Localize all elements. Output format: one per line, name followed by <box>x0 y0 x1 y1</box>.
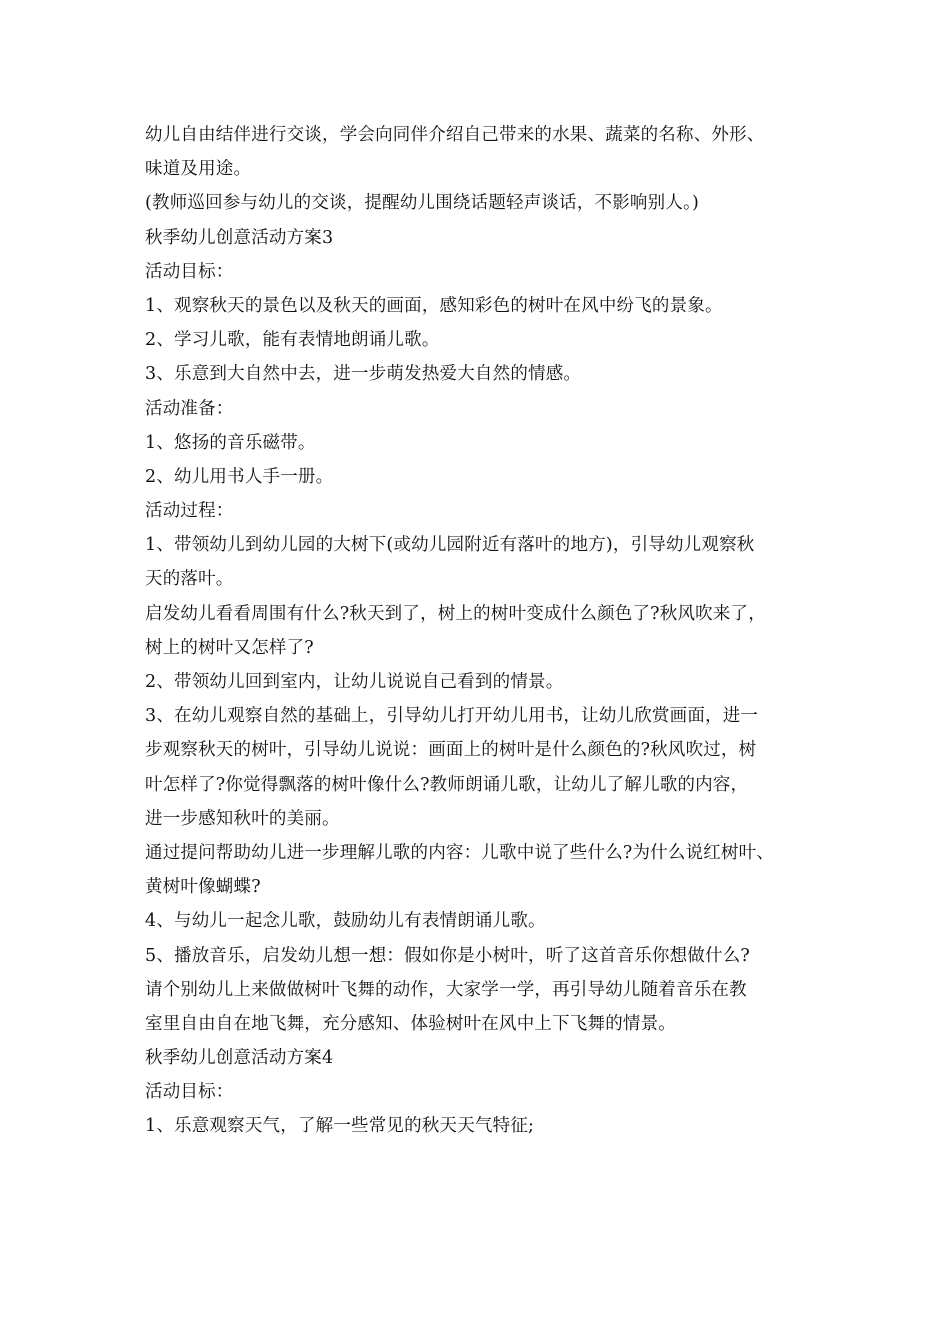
list-item: 3、在幼儿观察自然的基础上，引导幼儿打开幼儿用书，让幼儿欣赏画面，进一 <box>145 706 759 727</box>
section-heading: 秋季幼儿创意活动方案4 <box>145 1048 334 1069</box>
list-item: 1、观察秋天的景色以及秋天的画面，感知彩色的树叶在风中纷飞的景象。 <box>145 295 723 316</box>
list-item: 1、带领幼儿到幼儿园的大树下(或幼儿园附近有落叶的地方)，引导幼儿观察秋 <box>145 535 755 556</box>
paragraph-line: 通过提问帮助幼儿进一步理解儿歌的内容：儿歌中说了些什么?为什么说红树叶、 <box>145 842 775 863</box>
list-item: 4、与幼儿一起念儿歌，鼓励幼儿有表情朗诵儿歌。 <box>145 911 546 932</box>
subheading-preparation: 活动准备： <box>145 398 234 419</box>
list-item: 2、学习儿歌，能有表情地朗诵儿歌。 <box>145 330 440 351</box>
paragraph-line: 黄树叶像蝴蝶? <box>145 877 261 898</box>
paragraph-line: 进一步感知秋叶的美丽。 <box>145 808 340 829</box>
list-item: 1、乐意观察天气，了解一些常见的秋天天气特征; <box>145 1116 535 1137</box>
paragraph-line: 请个别幼儿上来做做树叶飞舞的动作，大家学一学，再引导幼儿随着音乐在教 <box>145 979 747 1000</box>
list-item: 2、带领幼儿回到室内，让幼儿说说自己看到的情景。 <box>145 672 564 692</box>
subheading-goals: 活动目标： <box>145 1082 234 1103</box>
subheading-goals: 活动目标： <box>145 261 234 282</box>
section-heading: 秋季幼儿创意活动方案3 <box>145 227 334 248</box>
paragraph-line: 天的落叶。 <box>145 569 234 590</box>
paragraph-line: 启发幼儿看看周围有什么?秋天到了，树上的树叶变成什么颜色了?秋风吹来了， <box>145 603 766 624</box>
list-item: 1、悠扬的音乐磁带。 <box>145 432 316 453</box>
list-item: 5、播放音乐，启发幼儿想一想：假如你是小树叶，听了这首音乐你想做什么? <box>145 945 751 966</box>
paragraph-line: (教师巡回参与幼儿的交谈，提醒幼儿围绕话题轻声谈话，不影响别人。) <box>145 193 700 214</box>
paragraph-line: 树上的树叶又怎样了? <box>145 637 314 658</box>
paragraph-line: 叶怎样了?你觉得飘落的树叶像什么?教师朗诵儿歌，让幼儿了解儿歌的内容， <box>145 774 749 795</box>
subheading-process: 活动过程： <box>145 501 234 522</box>
paragraph-line: 幼儿自由结伴进行交谈，学会向同伴介绍自己带来的水果、蔬菜的名称、外形、 <box>145 125 765 145</box>
list-item: 3、乐意到大自然中去，进一步萌发热爱大自然的情感。 <box>145 364 582 385</box>
list-item: 2、幼儿用书人手一册。 <box>145 466 334 487</box>
paragraph-line: 味道及用途。 <box>145 159 252 180</box>
paragraph-line: 室里自由自在地飞舞，充分感知、体验树叶在风中上下飞舞的情景。 <box>145 1013 676 1034</box>
paragraph-line: 步观察秋天的树叶，引导幼儿说说：画面上的树叶是什么颜色的?秋风吹过，树 <box>145 740 757 761</box>
document-body <box>145 118 825 1144</box>
